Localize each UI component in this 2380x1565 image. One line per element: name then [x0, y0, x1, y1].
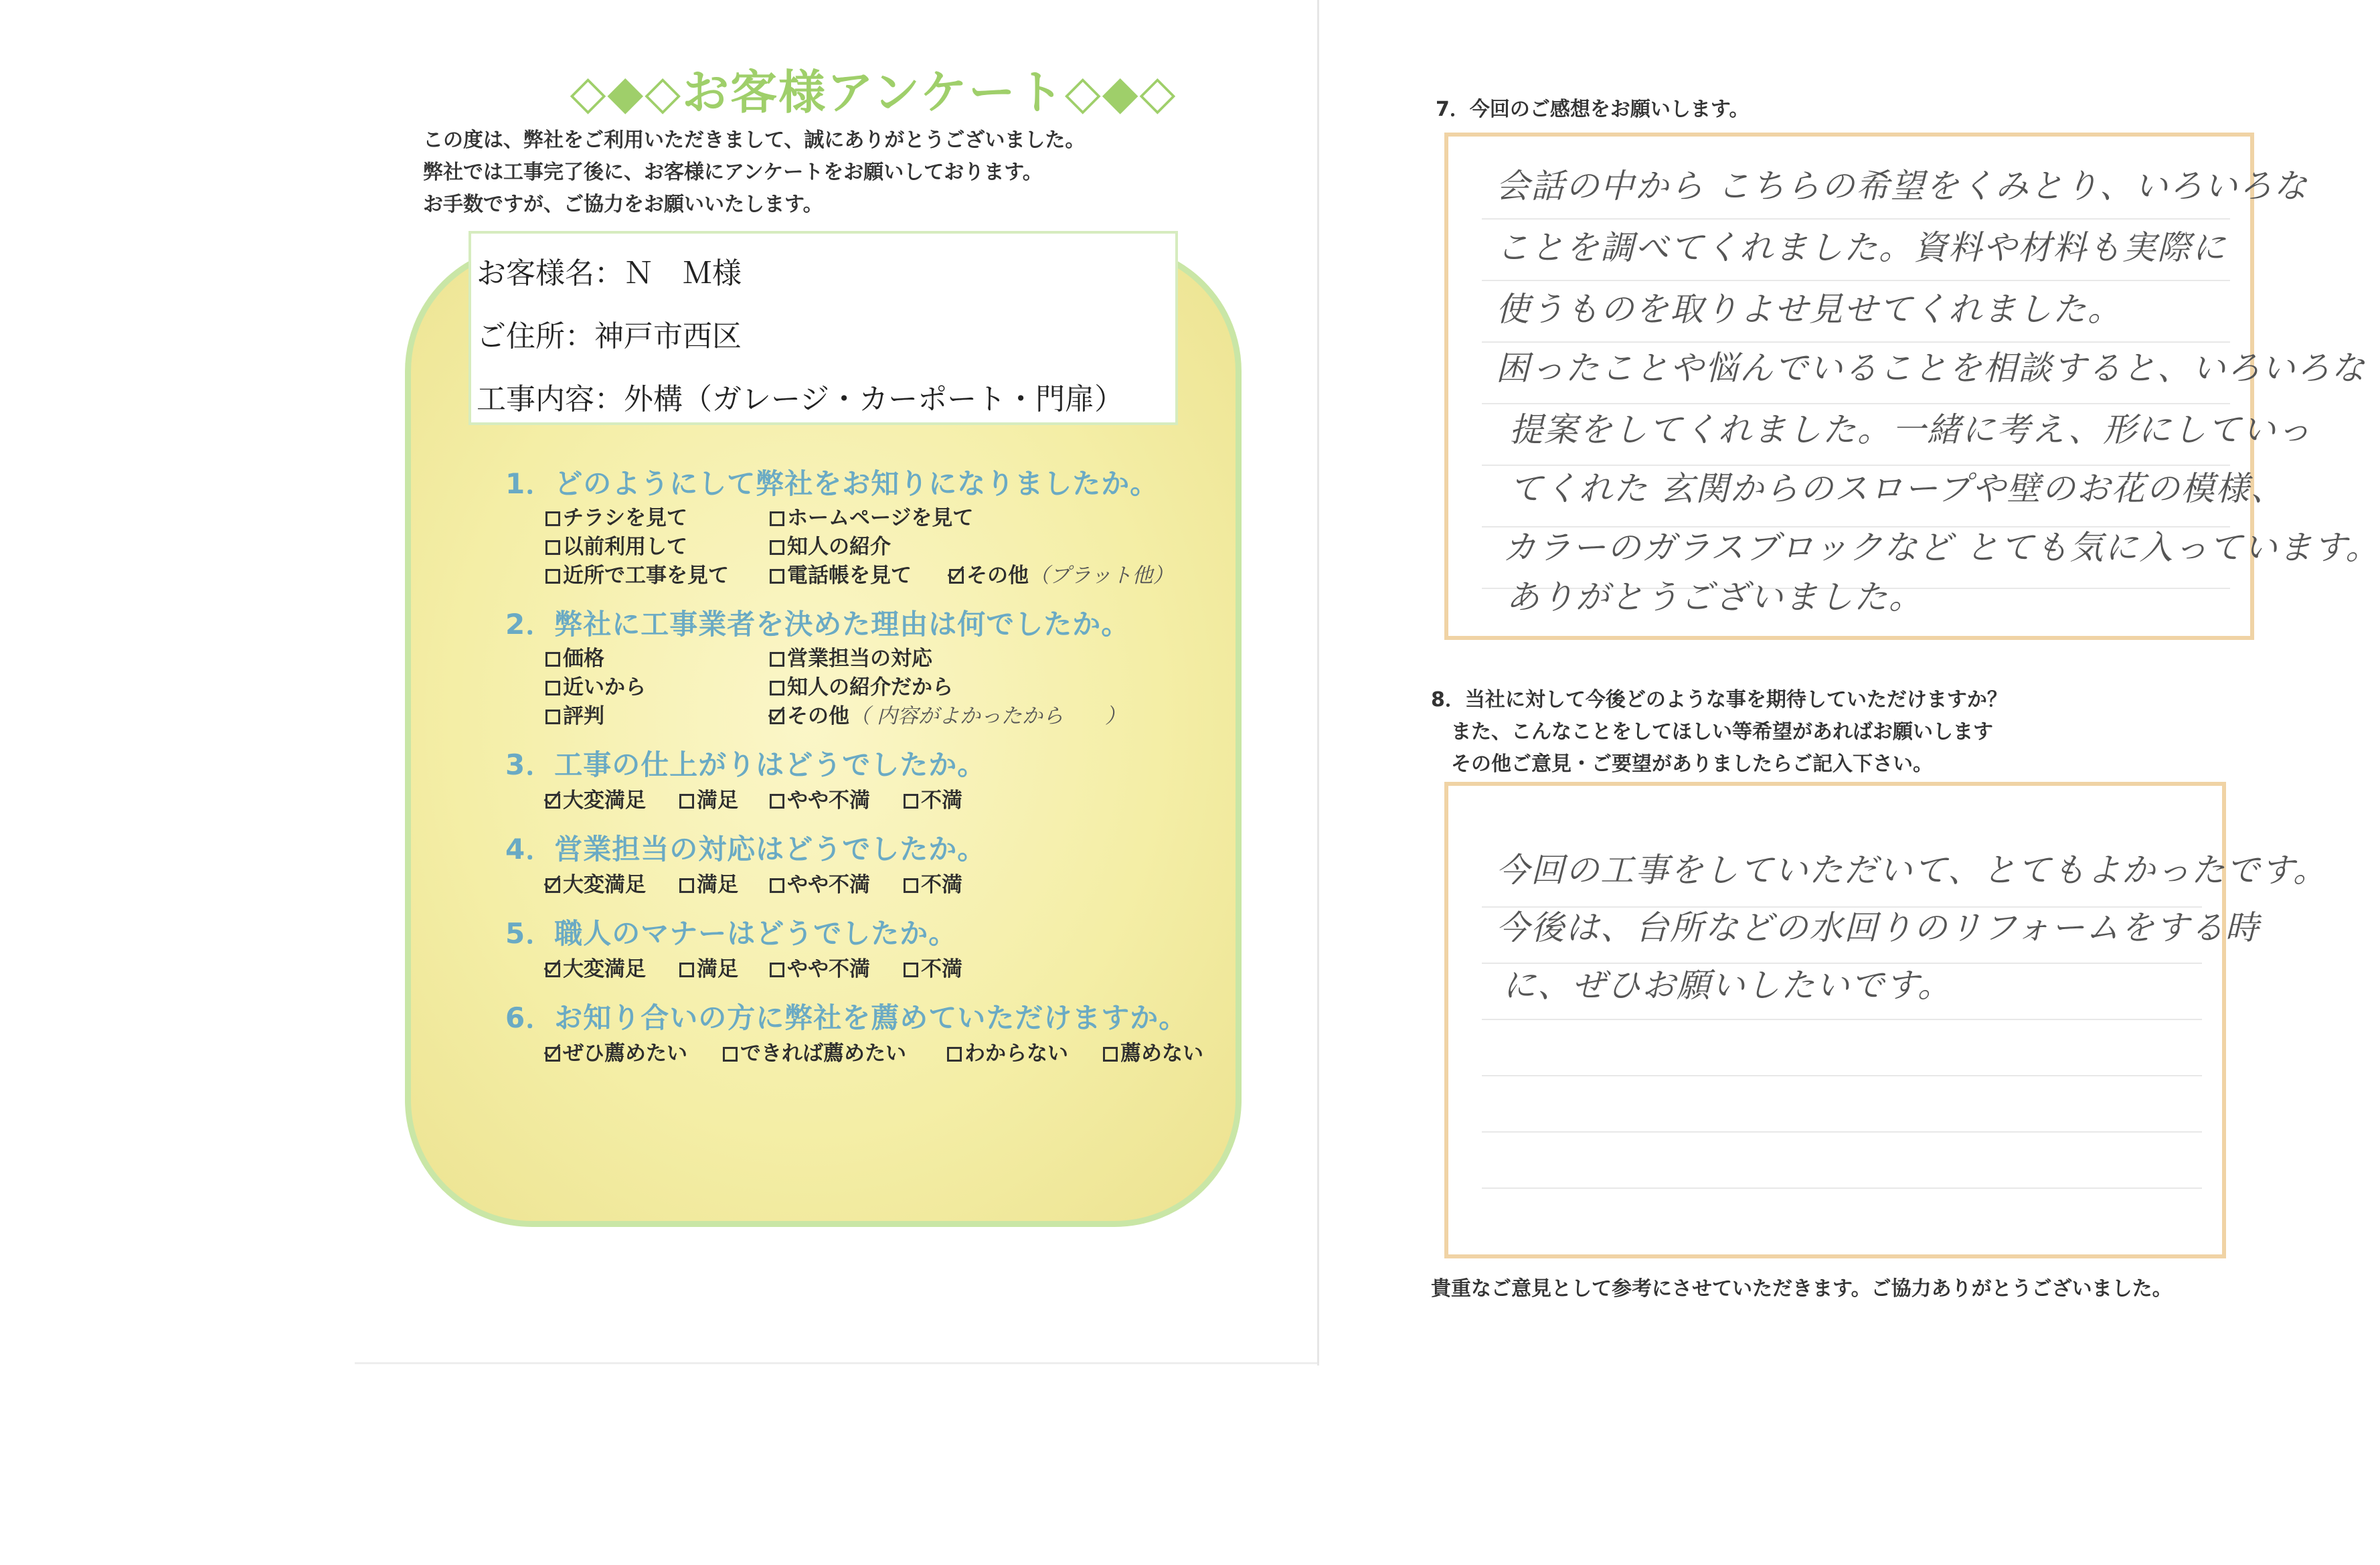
checked-checkbox-icon[interactable]: [545, 794, 560, 809]
checkbox-icon[interactable]: [545, 540, 560, 555]
survey-title: ◇◆◇お客様アンケート◇◆◇: [570, 65, 1177, 120]
intro-line: お手数ですが、ご協力をお願いいたします。: [423, 193, 823, 216]
checkbox-icon[interactable]: [904, 963, 918, 977]
question-1: 1．どのようにして弊社をお知りになりましたか。: [505, 467, 1159, 500]
checkbox-icon[interactable]: [1103, 1047, 1118, 1062]
page-fold: [1317, 0, 1319, 1366]
checkbox-icon[interactable]: [545, 710, 560, 724]
checked-checkbox-icon[interactable]: [545, 1047, 560, 1062]
q7-answer-line: ことを調べてくれました。資料や材料も実際に: [1496, 228, 2227, 267]
q5-option[interactable]: 大変満足: [545, 952, 646, 982]
q7-answer-line: カラーのガラスブロックなど とても気に入っています。: [1503, 528, 2380, 567]
q5-option[interactable]: 満足: [679, 952, 738, 982]
checked-checkbox-icon[interactable]: [545, 878, 560, 893]
rule-line: [1482, 1131, 2202, 1133]
q7-answer-line: 困ったことや悩んでいることを相談すると、いろいろな: [1496, 349, 2366, 388]
q5-option[interactable]: 不満: [904, 952, 962, 982]
q1-option[interactable]: 近所で工事を見て: [545, 558, 729, 588]
q2-option[interactable]: 近いから: [545, 670, 646, 700]
q4-option[interactable]: やや不満: [770, 868, 870, 898]
checkbox-icon[interactable]: [770, 794, 784, 809]
q7-answer-line: ありがとうございました。: [1506, 578, 1924, 616]
checkbox-icon[interactable]: [904, 878, 918, 893]
intro-line: この度は、弊社をご利用いただきまして、誠にありがとうございました。: [423, 129, 1086, 152]
q8-answer-line: に、ぜひお願いしたいです。: [1503, 966, 1952, 1005]
checked-checkbox-icon[interactable]: [545, 963, 560, 977]
handwritten-note: （ 内容がよかったから ）: [849, 704, 1126, 728]
q1-option[interactable]: 以前利用して: [545, 529, 687, 560]
q4-option[interactable]: 不満: [904, 868, 962, 898]
rule-line: [1482, 1187, 2202, 1189]
q2-option[interactable]: 価格: [545, 641, 604, 671]
customer-name: お客様名：Ｎ Ｍ様: [477, 256, 742, 291]
checkbox-icon[interactable]: [904, 794, 918, 809]
checkbox-icon[interactable]: [770, 681, 784, 695]
q2-option[interactable]: 評判: [545, 699, 604, 729]
q3-option[interactable]: 満足: [679, 783, 738, 813]
q1-option[interactable]: チラシを見て: [545, 501, 687, 531]
q4-option[interactable]: 満足: [679, 868, 738, 898]
q2-option[interactable]: 知人の紹介だから: [770, 670, 953, 700]
rule-line: [1482, 1075, 2202, 1076]
intro-line: 弊社では工事完了後に、お客様にアンケートをお願いしております。: [423, 161, 1043, 184]
q3-option[interactable]: 大変満足: [545, 783, 646, 813]
checkbox-icon[interactable]: [947, 1047, 962, 1062]
question-3: 3．工事の仕上がりはどうでしたか。: [505, 748, 987, 781]
q7-answer-line: てくれた 玄関からのスロープや壁のお花の模様、: [1509, 469, 2286, 508]
question-2: 2．弊社に工事業者を決めた理由は何でしたか。: [505, 608, 1130, 641]
q1-option[interactable]: 電話帳を見て: [770, 558, 912, 588]
checkbox-icon[interactable]: [770, 540, 784, 555]
rule-line: [1482, 218, 2230, 220]
question-6: 6．お知り合いの方に弊社を薦めていただけますか。: [505, 1001, 1188, 1034]
q7-answer-line: 提案をしてくれました。一緒に考え、形にしていっ: [1509, 410, 2312, 449]
checkbox-icon[interactable]: [770, 963, 784, 977]
q7-answer-line: 会話の中から こちらの希望をくみとり、いろいろな: [1496, 167, 2308, 205]
q2-option-other[interactable]: その他（ 内容がよかったから ）: [770, 699, 1126, 729]
checkbox-icon[interactable]: [679, 794, 694, 809]
rule-line: [1482, 1019, 2202, 1020]
checkbox-icon[interactable]: [545, 511, 560, 526]
q8-answer-line: 今回の工事をしていただいて、とてもよかったです。: [1496, 851, 2328, 890]
q7-answer-line: 使うものを取りよせ見せてくれました。: [1496, 290, 2122, 329]
q6-option[interactable]: ぜひ薦めたい: [545, 1036, 687, 1066]
intro-text: [423, 125, 1293, 221]
q6-option[interactable]: 薦めない: [1103, 1036, 1203, 1066]
checkbox-icon[interactable]: [770, 878, 784, 893]
checkbox-icon[interactable]: [545, 569, 560, 584]
checkbox-icon[interactable]: [770, 569, 784, 584]
q1-option[interactable]: ホームページを見て: [770, 501, 973, 531]
q4-option[interactable]: 大変満足: [545, 868, 646, 898]
checkbox-icon[interactable]: [770, 511, 784, 526]
q3-option[interactable]: 不満: [904, 783, 962, 813]
q3-option[interactable]: やや不満: [770, 783, 870, 813]
checked-checkbox-icon[interactable]: [770, 710, 784, 724]
rule-line: [1482, 280, 2230, 281]
question-7: 7．今回のご感想をお願いします。: [1436, 98, 1750, 121]
question-8-line: その他ご意見・ご要望がありましたらご記入下さい。: [1451, 752, 1933, 776]
work-description: 工事内容：外構（ガレージ・カーポート・門扉）: [477, 382, 1124, 416]
checkbox-icon[interactable]: [545, 652, 560, 667]
q1-option-other[interactable]: その他（プラット他）: [949, 558, 1173, 588]
checkbox-icon[interactable]: [679, 963, 694, 977]
q5-option[interactable]: やや不満: [770, 952, 870, 982]
checked-checkbox-icon[interactable]: [949, 569, 964, 584]
checkbox-icon[interactable]: [770, 652, 784, 667]
question-8-line: また、こんなことをしてほしい等希望があればお願いします: [1451, 720, 1993, 744]
q2-option[interactable]: 営業担当の対応: [770, 641, 932, 671]
q6-option[interactable]: できれば薦めたい: [723, 1036, 906, 1066]
question-8-line: 8．当社に対して今後どのような事を期待していただけますか？: [1431, 688, 2007, 712]
checkbox-icon[interactable]: [545, 681, 560, 695]
checkbox-icon[interactable]: [679, 878, 694, 893]
checkbox-icon[interactable]: [723, 1047, 738, 1062]
q1-option[interactable]: 知人の紹介: [770, 529, 891, 560]
question-5: 5．職人のマナーはどうでしたか。: [505, 917, 958, 950]
footer-thanks: 貴重なご意見として参考にさせていただきます。ご協力ありがとうございました。: [1431, 1277, 2173, 1301]
q6-option[interactable]: わからない: [947, 1036, 1068, 1066]
handwritten-note: （プラット他）: [1029, 564, 1174, 588]
customer-address: ご住所：神戸市西区: [477, 319, 742, 353]
q8-answer-line: 今後は、台所などの水回りのリフォームをする時: [1496, 908, 2260, 947]
question-4: 4．営業担当の対応はどうでしたか。: [505, 833, 987, 866]
